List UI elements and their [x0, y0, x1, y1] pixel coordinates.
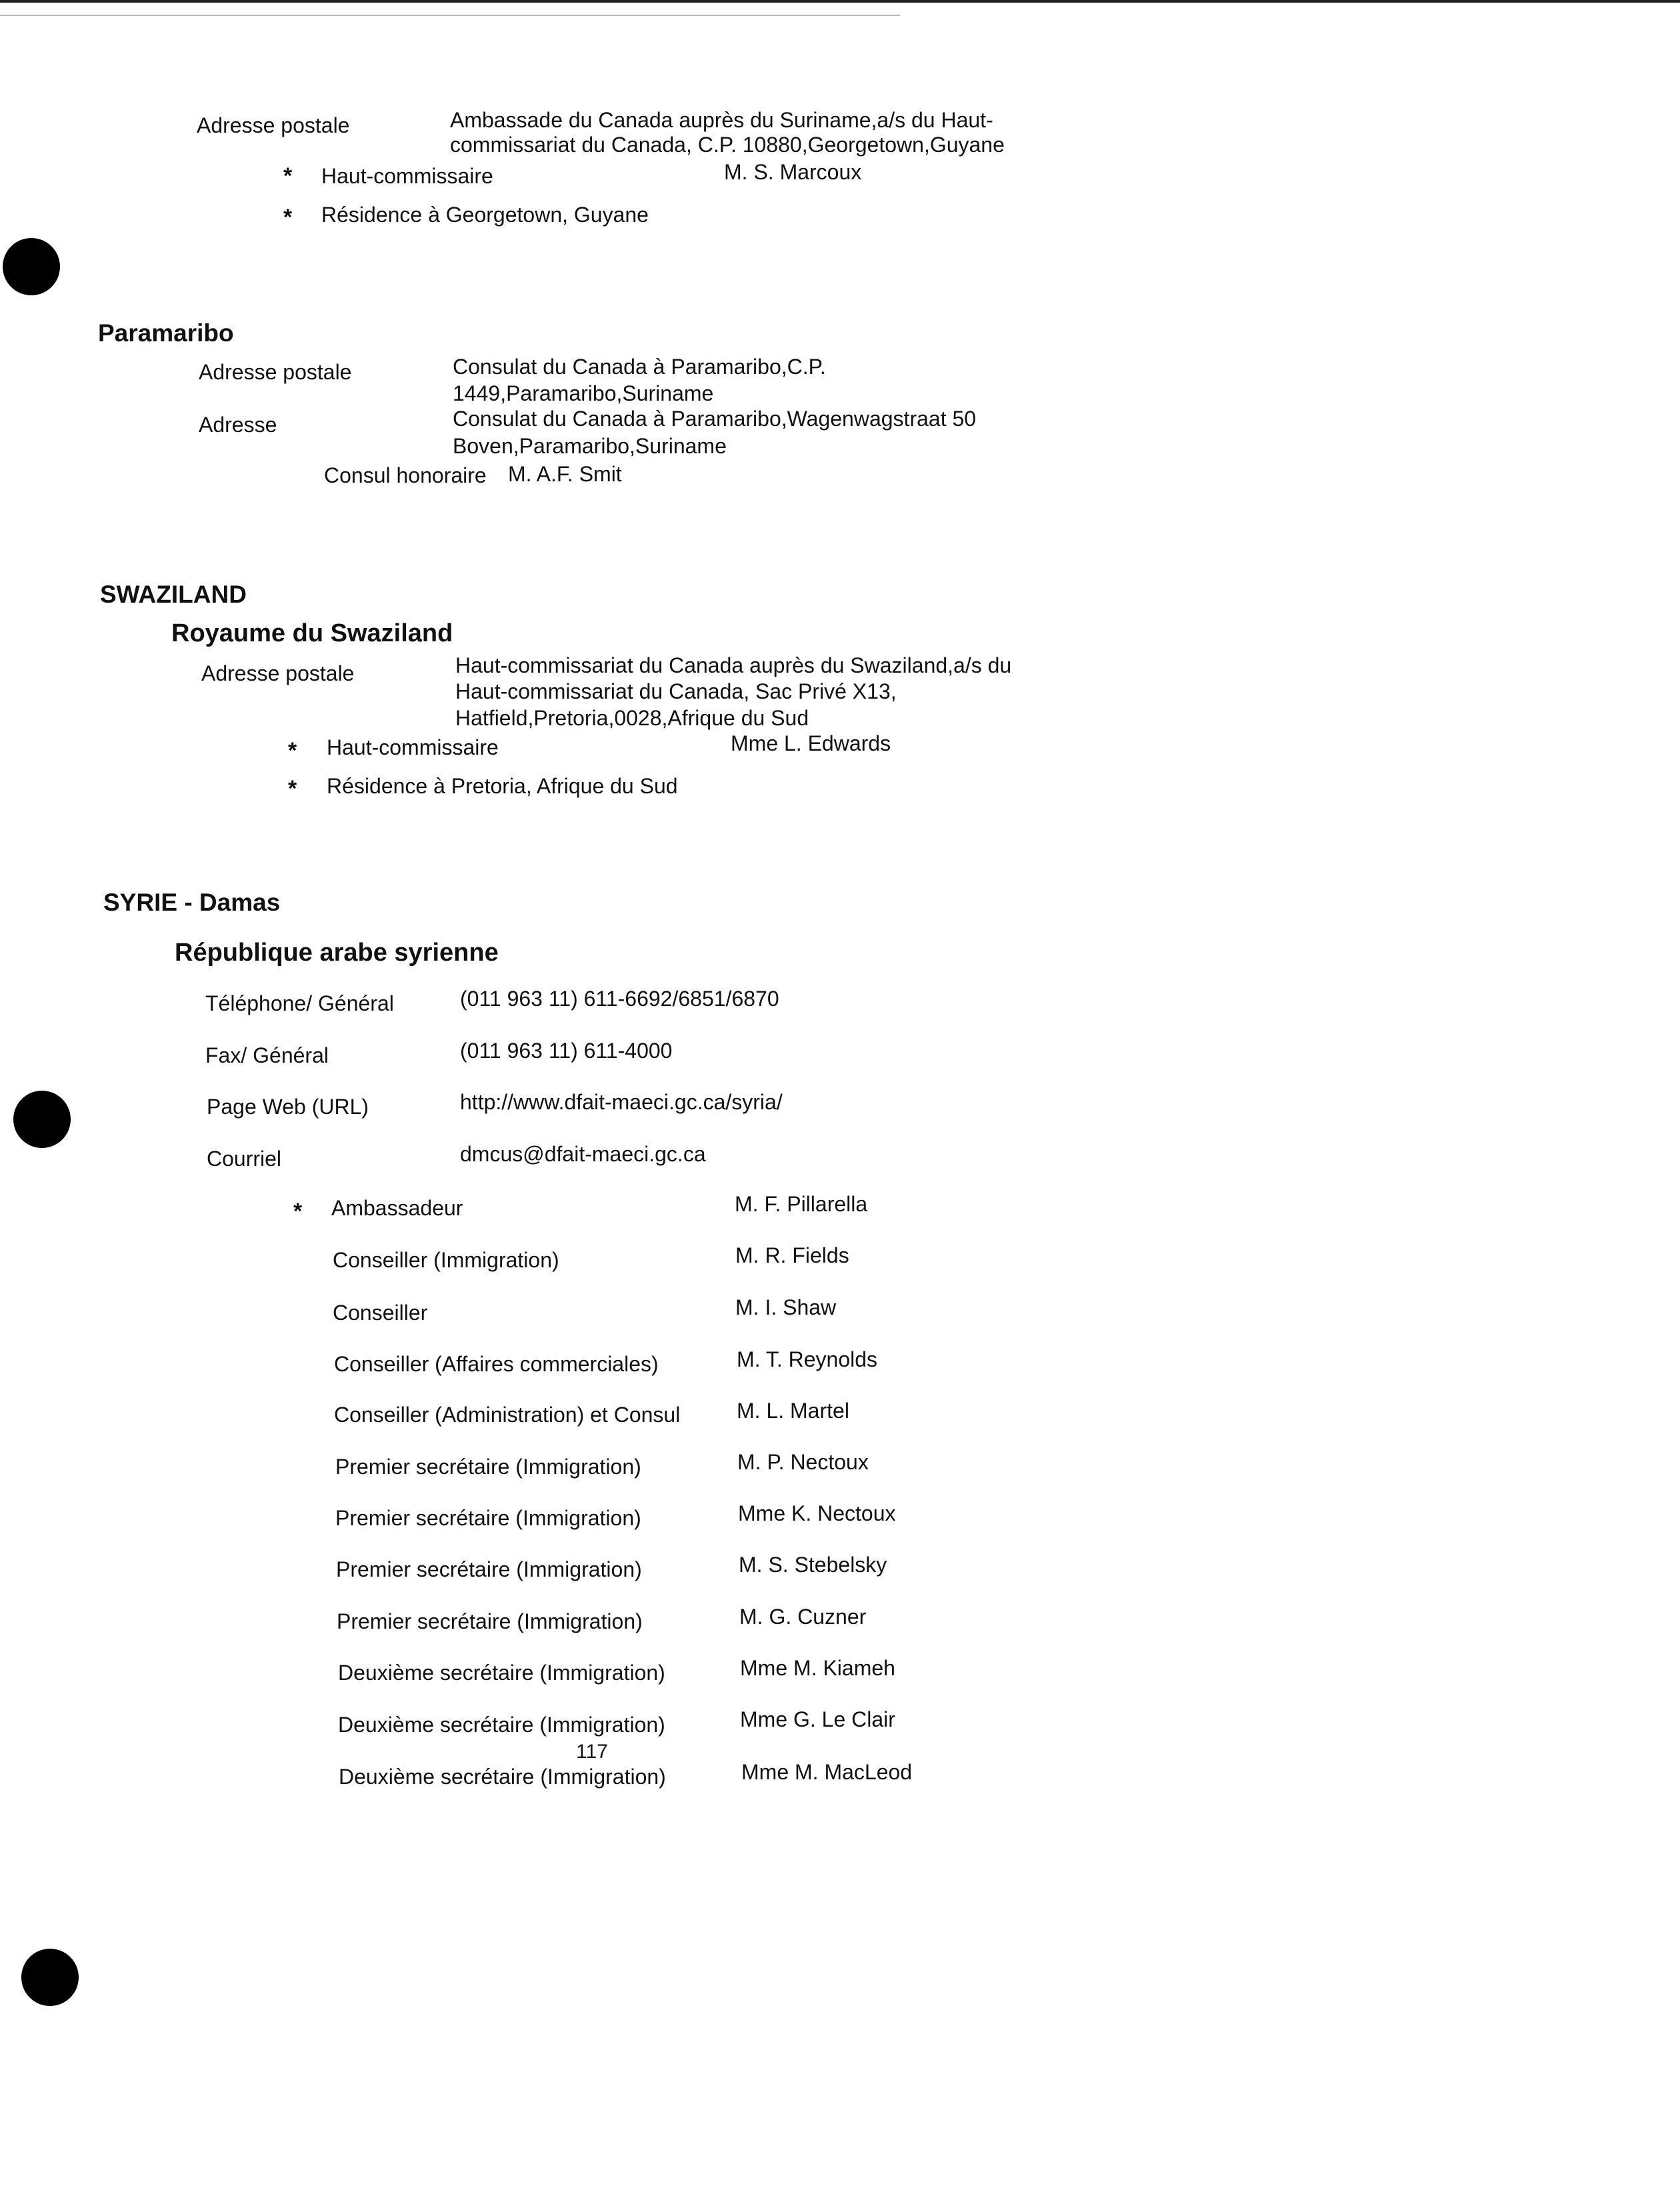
- paramaribo-address-line2: Boven,Paramaribo,Suriname: [453, 434, 727, 458]
- staff-name: Mme K. Nectoux: [738, 1501, 896, 1525]
- swaziland-postal-label: Adresse postale: [201, 661, 355, 685]
- staff-title: Premier secrétaire (Immigration): [335, 1506, 641, 1530]
- staff-title: Conseiller (Affaires commerciales): [334, 1352, 659, 1376]
- paramaribo-consul-name: M. A.F. Smit: [508, 462, 622, 486]
- staff-title: Premier secrétaire (Immigration): [335, 1455, 641, 1479]
- suriname-hc-label: Haut-commissaire: [321, 164, 493, 188]
- staff-title: Conseiller: [333, 1301, 428, 1325]
- suriname-postal-line2: commissariat du Canada, C.P. 10880,Georgetown,Guyane: [450, 133, 1005, 157]
- staff-name: Mme M. MacLeod: [741, 1760, 913, 1784]
- suriname-hc-name: M. S. Marcoux: [724, 160, 862, 184]
- swaziland-subheading: Royaume du Swaziland: [171, 619, 453, 647]
- staff-name: M. I. Shaw: [735, 1295, 837, 1319]
- swaziland-postal-line1: Haut-commissariat du Canada auprès du Swaziland,a/s du: [455, 653, 1012, 677]
- suriname-postal-label: Adresse postale: [197, 113, 350, 137]
- staff-title: Conseiller (Administration) et Consul: [334, 1403, 681, 1427]
- contact-label: Page Web (URL): [207, 1095, 369, 1119]
- paramaribo-consul-label: Consul honoraire: [324, 463, 487, 487]
- bullet-icon: *: [283, 163, 293, 189]
- staff-name: M. P. Nectoux: [737, 1450, 869, 1474]
- staff-title: Premier secrétaire (Immigration): [336, 1557, 642, 1581]
- swaziland-heading: SWAZILAND: [100, 581, 247, 608]
- contact-value: (011 963 11) 611-6692/6851/6870: [460, 987, 779, 1011]
- punch-hole-middle: [13, 1091, 71, 1148]
- contact-label: Courriel: [207, 1147, 282, 1171]
- paramaribo-postal-line1: Consulat du Canada à Paramaribo,C.P.: [453, 355, 826, 379]
- bullet-icon: *: [288, 776, 297, 801]
- paramaribo-address-line1: Consulat du Canada à Paramaribo,Wagenwagstraat 50: [453, 407, 977, 431]
- staff-name: M. S. Stebelsky: [739, 1553, 887, 1577]
- paramaribo-heading: Paramaribo: [98, 319, 234, 347]
- contact-value: dmcus@dfait-maeci.gc.ca: [460, 1142, 706, 1166]
- bullet-icon: *: [293, 1199, 303, 1224]
- staff-title: Conseiller (Immigration): [333, 1248, 559, 1272]
- bullet-icon: *: [283, 205, 293, 230]
- swaziland-hc-label: Haut-commissaire: [327, 735, 499, 759]
- swaziland-hc-name: Mme L. Edwards: [731, 731, 891, 755]
- staff-name: M. R. Fields: [735, 1243, 849, 1267]
- suriname-postal-line1: Ambassade du Canada auprès du Suriname,a/s du Haut-: [450, 108, 993, 132]
- staff-title: Deuxième secrétaire (Immigration): [339, 1765, 666, 1789]
- contact-value: http://www.dfait-maeci.gc.ca/syria/: [460, 1090, 783, 1114]
- paramaribo-postal-line2: 1449,Paramaribo,Suriname: [453, 381, 714, 405]
- staff-name: M. T. Reynolds: [737, 1347, 878, 1371]
- page-number: 117: [576, 1741, 608, 1763]
- syrie-heading: SYRIE - Damas: [103, 889, 281, 916]
- staff-name: Mme G. Le Clair: [740, 1707, 895, 1731]
- staff-title: Ambassadeur: [331, 1196, 463, 1220]
- paramaribo-postal-label: Adresse postale: [199, 360, 352, 384]
- contact-label: Téléphone/ Général: [205, 991, 394, 1015]
- paramaribo-address-label: Adresse: [199, 413, 277, 437]
- top-scan-line: [0, 15, 900, 16]
- syrie-subheading: République arabe syrienne: [175, 939, 499, 967]
- swaziland-postal-line2: Haut-commissariat du Canada, Sac Privé X13,: [455, 679, 897, 703]
- top-scan-edge: [0, 0, 1680, 3]
- bullet-icon: *: [288, 738, 297, 763]
- swaziland-residence: Résidence à Pretoria, Afrique du Sud: [327, 774, 678, 798]
- suriname-residence: Résidence à Georgetown, Guyane: [321, 203, 649, 227]
- staff-name: M. L. Martel: [737, 1399, 849, 1423]
- staff-title: Premier secrétaire (Immigration): [337, 1609, 643, 1633]
- punch-hole-bottom: [21, 1949, 79, 2006]
- staff-title: Deuxième secrétaire (Immigration): [338, 1661, 665, 1685]
- staff-title: Deuxième secrétaire (Immigration): [338, 1713, 665, 1737]
- contact-label: Fax/ Général: [205, 1043, 329, 1067]
- contact-value: (011 963 11) 611-4000: [460, 1039, 673, 1063]
- staff-name: Mme M. Kiameh: [740, 1656, 895, 1680]
- staff-name: M. F. Pillarella: [735, 1192, 868, 1216]
- staff-name: M. G. Cuzner: [739, 1605, 867, 1629]
- swaziland-postal-line3: Hatfield,Pretoria,0028,Afrique du Sud: [455, 706, 809, 730]
- punch-hole-top: [3, 238, 60, 295]
